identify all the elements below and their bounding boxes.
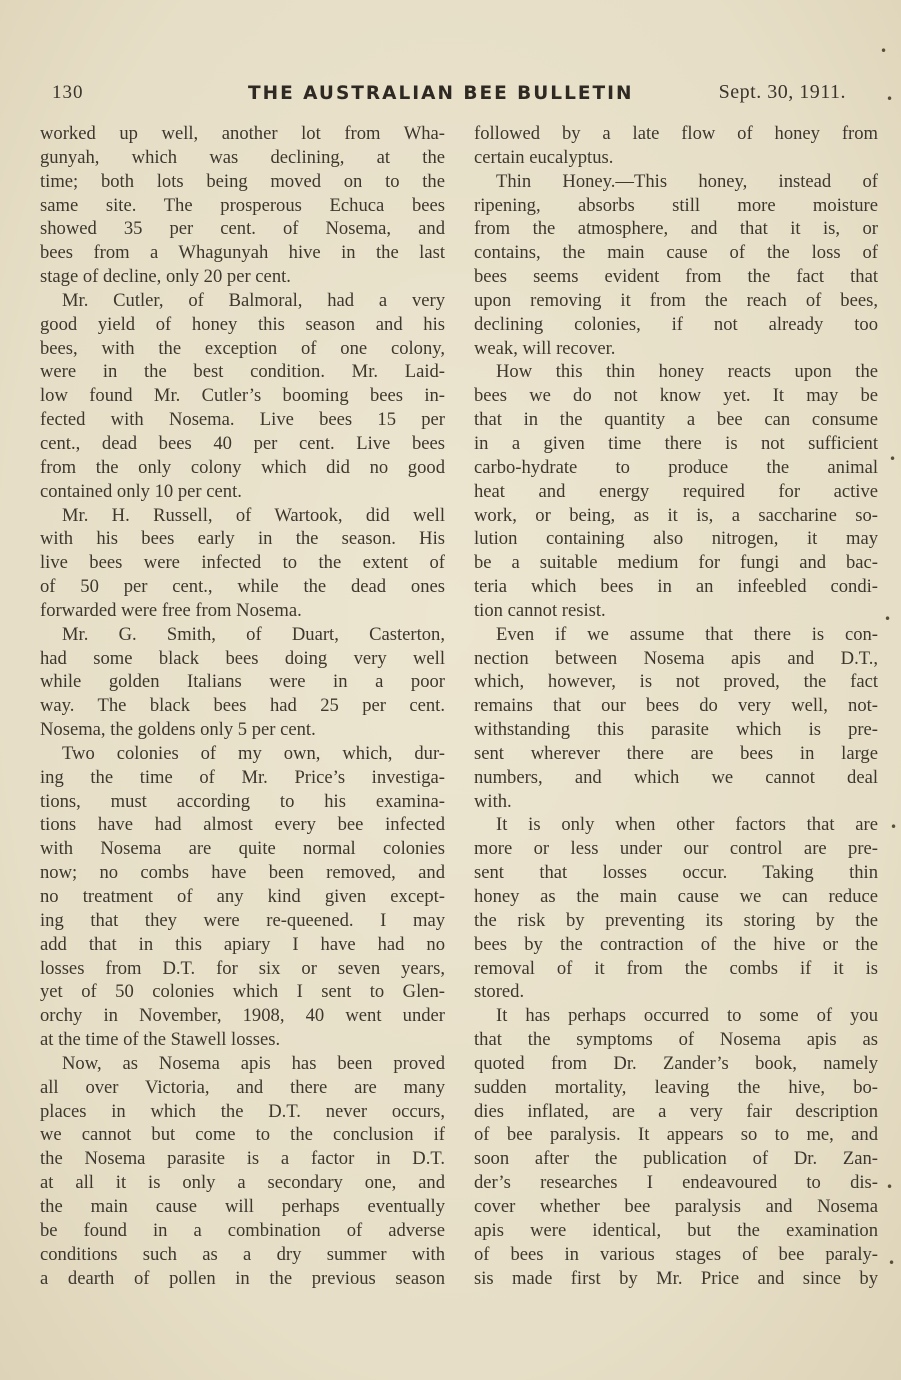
journal-title: THE AUSTRALIAN BEE BULLETIN bbox=[248, 83, 634, 104]
text-line: bees seems evident from the fact that bbox=[474, 266, 878, 288]
text-line: bees we do not know yet. It may be bbox=[474, 385, 878, 407]
page-header bbox=[40, 80, 850, 110]
text-line: gunyah, which was declining, at the bbox=[40, 146, 445, 168]
text-line: upon removing it from the reach of bees, bbox=[474, 289, 878, 311]
text-line: time; both lots being moved on to the bbox=[40, 170, 445, 192]
text-line: of bee paralysis. It appears so to me, and bbox=[474, 1124, 878, 1146]
text-line: good yield of honey this season and his bbox=[40, 313, 445, 335]
paper-speck: • bbox=[888, 1256, 896, 1270]
page-number: 130 bbox=[52, 82, 84, 103]
text-line: be a suitable medium for fungi and bac- bbox=[474, 552, 878, 574]
paper-speck: • bbox=[890, 820, 898, 834]
text-line: add that in this apiary I have had no bbox=[40, 933, 445, 955]
text-line: more or less under our control are pre- bbox=[474, 838, 878, 860]
text-line: How this thin honey reacts upon the bbox=[496, 361, 878, 383]
text-line: were in the best condition. Mr. Laid- bbox=[40, 361, 445, 383]
text-line: had some black bees doing very well bbox=[40, 647, 445, 669]
text-line: same site. The prosperous Echuca bees bbox=[40, 194, 445, 216]
paper-speck: • bbox=[884, 612, 892, 626]
right-text-column bbox=[474, 122, 878, 1290]
text-line: the Nosema parasite is a factor in D.T. bbox=[40, 1148, 445, 1170]
text-line: contains, the main cause of the loss of bbox=[474, 242, 878, 264]
text-line: tions have had almost every bee infected bbox=[40, 814, 445, 836]
text-line: no treatment of any kind given except- bbox=[40, 886, 445, 907]
text-line: lution containing also nitrogen, it may bbox=[474, 528, 878, 550]
text-line: remains that our bees do very well, not- bbox=[474, 695, 878, 717]
text-line: It is only when other factors that are bbox=[496, 814, 878, 836]
text-line: removal of it from the combs if it is bbox=[474, 957, 878, 979]
text-line: places in which the D.T. never occurs, bbox=[40, 1100, 445, 1122]
text-line: declining colonies, if not already too bbox=[474, 313, 878, 335]
text-line: contained only 10 per cent. bbox=[40, 480, 242, 502]
text-line: while golden Italians were in a poor bbox=[40, 671, 445, 693]
paper-speck: • bbox=[886, 1180, 894, 1194]
text-line: Now, as Nosema apis has been proved bbox=[62, 1052, 445, 1074]
text-line: that in the quantity a bee can consume bbox=[474, 409, 878, 431]
paper-speck: • bbox=[880, 44, 888, 58]
text-line: at all it is only a secondary one, and bbox=[40, 1172, 445, 1194]
text-line: at the time of the Stawell losses. bbox=[40, 1029, 281, 1051]
text-line: of 50 per cent., while the dead ones bbox=[40, 576, 445, 598]
text-line: Even if we assume that there is con- bbox=[496, 623, 878, 645]
text-line: be found in a combination of adverse bbox=[40, 1219, 445, 1241]
text-line: ing the time of Mr. Price’s investiga- bbox=[40, 766, 445, 788]
text-line: work, or being, as it is, a saccharine so- bbox=[474, 504, 878, 526]
text-line: Mr. H. Russell, of Wartook, did well bbox=[62, 504, 445, 526]
text-line: sudden mortality, leaving the hive, bo- bbox=[474, 1076, 878, 1098]
text-line: orchy in November, 1908, 40 went under bbox=[40, 1005, 445, 1027]
text-line: live bees were infected to the extent of bbox=[40, 552, 445, 574]
text-line: It has perhaps occurred to some of you bbox=[496, 1005, 878, 1027]
text-line: bees from a Whagunyah hive in the last bbox=[40, 242, 445, 264]
paper-speck: • bbox=[886, 92, 894, 106]
text-line: dies inflated, are a very fair description bbox=[474, 1100, 878, 1122]
text-line: followed by a late flow of honey from bbox=[474, 123, 878, 144]
text-line: from the atmosphere, and that it is, or bbox=[474, 218, 878, 240]
text-line: in a given time there is not sufficient bbox=[474, 432, 878, 454]
text-line: tion cannot resist. bbox=[474, 599, 606, 621]
text-line: nection between Nosema apis and D.T., bbox=[474, 647, 878, 669]
text-line: Two colonies of my own, which, dur- bbox=[62, 742, 445, 764]
text-line: Mr. G. Smith, of Duart, Casterton, bbox=[62, 623, 445, 645]
text-line: carbo-hydrate to produce the animal bbox=[474, 456, 878, 478]
text-line: honey as the main cause we can reduce bbox=[474, 886, 878, 907]
text-line: we cannot but come to the conclusion if bbox=[40, 1124, 445, 1146]
text-line: bees, with the exception of one colony, bbox=[40, 337, 445, 359]
text-line: that the symptoms of Nosema apis as bbox=[474, 1029, 878, 1051]
text-line: Thin Honey.—This honey, instead of bbox=[496, 170, 878, 192]
text-line: cent., dead bees 40 per cent. Live bees bbox=[40, 432, 445, 454]
text-line: losses from D.T. for six or seven years, bbox=[40, 957, 445, 979]
text-line: now; no combs have been removed, and bbox=[40, 862, 445, 884]
text-line: fected with Nosema. Live bees 15 per bbox=[40, 409, 445, 431]
text-line: teria which bees in an infeebled condi- bbox=[474, 576, 878, 598]
text-line: Nosema, the goldens only 5 per cent. bbox=[40, 719, 316, 741]
text-line: stored. bbox=[474, 981, 525, 1003]
text-line: stage of decline, only 20 per cent. bbox=[40, 266, 291, 288]
text-line: worked up well, another lot from Wha- bbox=[40, 123, 445, 144]
text-line: withstanding this parasite which is pre- bbox=[474, 719, 878, 741]
text-line: a dearth of pollen in the previous season bbox=[40, 1267, 445, 1289]
issue-date: Sept. 30, 1911. bbox=[718, 81, 846, 103]
text-line: from the only colony which did no good bbox=[40, 456, 445, 478]
text-line: way. The black bees had 25 per cent. bbox=[40, 695, 445, 717]
text-line: with his bees early in the season. His bbox=[40, 528, 445, 550]
text-line: soon after the publication of Dr. Zan- bbox=[474, 1148, 878, 1170]
text-line: sent that losses occur. Taking thin bbox=[474, 862, 878, 884]
text-line: heat and energy required for active bbox=[474, 480, 878, 502]
text-line: forwarded were free from Nosema. bbox=[40, 599, 302, 621]
text-line: ripening, absorbs still more moisture bbox=[474, 194, 878, 216]
text-line: ing that they were re-queened. I may bbox=[40, 909, 445, 931]
text-line: sis made first by Mr. Price and since by bbox=[474, 1267, 878, 1289]
text-line: Mr. Cutler, of Balmoral, had a very bbox=[62, 289, 445, 311]
text-line: with Nosema are quite normal colonies bbox=[40, 838, 445, 860]
text-line: showed 35 per cent. of Nosema, and bbox=[40, 218, 445, 240]
paper-speck: • bbox=[889, 452, 897, 466]
text-line: conditions such as a dry summer with bbox=[40, 1243, 445, 1265]
text-line: all over Victoria, and there are many bbox=[40, 1076, 445, 1098]
text-line: cover whether bee paralysis and Nosema bbox=[474, 1195, 878, 1217]
text-line: apis were identical, but the examination bbox=[474, 1219, 878, 1241]
left-text-column bbox=[40, 122, 445, 1290]
text-line: der’s researches I endeavoured to dis- bbox=[474, 1172, 878, 1194]
text-line: sent wherever there are bees in large bbox=[474, 742, 878, 764]
text-line: of bees in various stages of bee paraly- bbox=[474, 1243, 878, 1265]
text-line: numbers, and which we cannot deal bbox=[474, 766, 878, 788]
text-line: the main cause will perhaps eventually bbox=[40, 1195, 445, 1217]
text-line: yet of 50 colonies which I sent to Glen- bbox=[40, 981, 445, 1003]
text-line: low found Mr. Cutler’s booming bees in- bbox=[40, 385, 445, 407]
text-line: quoted from Dr. Zander’s book, namely bbox=[474, 1052, 878, 1074]
text-line: weak, will recover. bbox=[474, 337, 616, 359]
text-line: with. bbox=[474, 790, 512, 812]
text-line: tions, must according to his examina- bbox=[40, 790, 445, 812]
text-line: bees by the contraction of the hive or the bbox=[474, 933, 878, 955]
text-line: the risk by preventing its storing by the bbox=[474, 909, 878, 931]
text-line: which, however, is not proved, the fact bbox=[474, 671, 878, 693]
text-line: certain eucalyptus. bbox=[474, 146, 614, 168]
